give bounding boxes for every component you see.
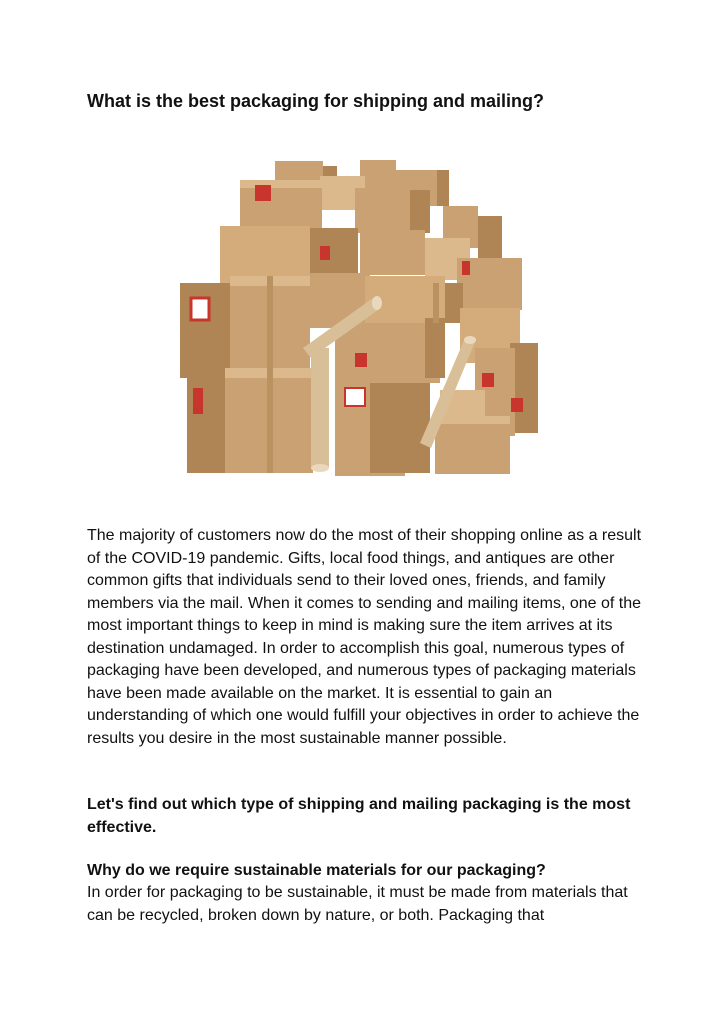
section-heading: Why do we require sustainable materials for our packaging? (87, 862, 546, 879)
section-paragraph: In order for packaging to be sustainable, it must be made from materials that can be recycled, broken down by nature, or both. Packaging that (87, 884, 628, 924)
box-stack (180, 160, 538, 476)
cardboard-boxes-icon (175, 158, 540, 476)
intro-paragraph: The majority of customers now do the most of their shopping online as a result of the COVID-19 pandemic. Gifts, local food things, and antiques are other common gifts that individuals send to their loved ones, friends, and family members via the mail. When it comes to sending and mailing items, one of the most important things to keep in mind is making sure the item arrives at its destination undamaged. In order to accomplish this goal, numerous types of packaging have been developed, and numerous types of packaging materials have been made available on the market. It is essential to gain an understanding of which one would fulfill your objectives in order to achieve the results you desire in the most sustainable manner possible. (87, 527, 642, 747)
lead-statement: Let's find out which type of shipping and mailing packaging is the most effective. (87, 796, 631, 836)
page-title: What is the best packaging for shipping and mailing? (87, 91, 545, 111)
